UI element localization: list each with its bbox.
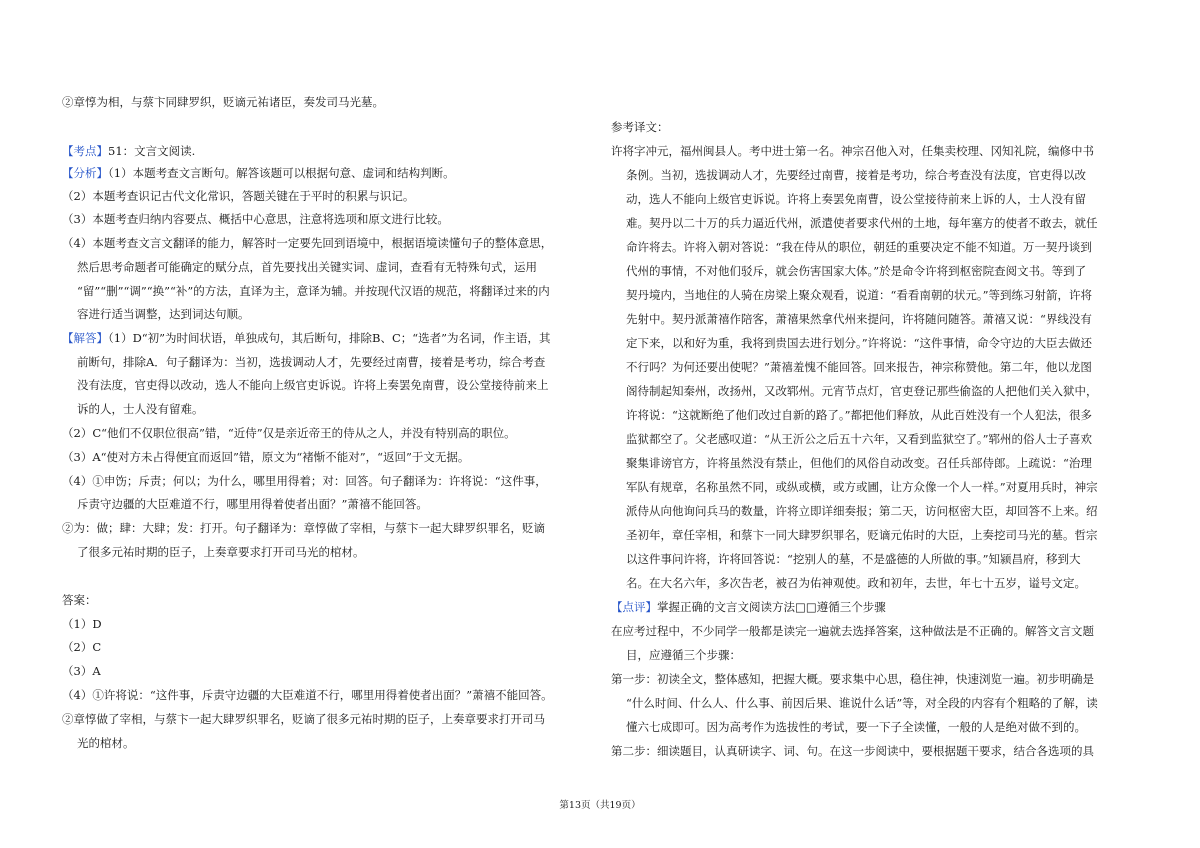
translation-line: 命许将去。许将入朝对答说：“我在侍从的职位，朝廷的重要决定不能不知道。万一契丹谈到 — [626, 240, 1092, 254]
fenxi-line-4a: （4）本题考查文言文翻译的能力，解答时一定要先回到语境中，根据语境读懂句子的整体意思， — [62, 236, 553, 250]
jieda-tag: 【解答】 — [62, 331, 108, 345]
kaodian-line — [62, 143, 195, 159]
translation-line: 派侍从向他询问兵马的数量，许将立即详细奏报；第二天，访问枢密大臣，却回答不上来。绍 — [626, 504, 1098, 518]
answer-title: 答案： — [62, 593, 97, 607]
fenxi-text-1: （1）本题考查文言断句。解答该题可以根据句意、虚词和结构判断。 — [108, 166, 455, 180]
fenxi-tag: 【分析】 — [62, 166, 108, 180]
dianping-line-3: 第一步：初读全文，整体感知，把握大概。要求集中心思，稳住神，快速浏览一遍。初步明确是 — [611, 672, 1094, 686]
jieda-line-4b: 斥责守边疆的大臣难道不行，哪里用得着使者出面？”萧禧不能回答。 — [77, 497, 428, 511]
translation-line: 代州的事情，不对他们驳斥，就会伤害国家大体。”於是命令许将到枢密院查阅文书。等到了 — [626, 264, 1087, 278]
jieda-line-4a: （4）①申饬；斥责；何以；为什么，哪里用得着；对：回答。句子翻译为：许将说：“这件事， — [62, 474, 547, 488]
jieda-line-1b: 前断句，排除A．句子翻译为：当初，选拔调动人才，先要经过南曹，接着是考功，综合考查 — [77, 355, 546, 369]
jieda-line-1c: 没有法度，官吏得以改动，选人不能向上级官吏诉说。许将上奏罢免南曹，设公堂接待前来上 — [77, 378, 549, 392]
dianping-line-6: 第二步：细读题目，认真研读字、词、句。在这一步阅读中，要根据题干要求，结合各选项的具 — [611, 744, 1094, 758]
translation-line: 监狱都空了。父老感叹道：“从王沂公之后五十六年，又看到监狱空了。”郓州的俗人士子喜欢 — [626, 432, 1093, 446]
translation-line: 聚集诽谤官方，许将虽然没有禁止，但他们的风俗自动改变。召任兵部侍郎。上疏说：“治理 — [626, 456, 1092, 470]
answer-1: （1）D — [62, 617, 102, 631]
translation-line: 不行吗？为何还要出使呢？”萧禧羞愧不能回答。回来报告，神宗称赞他。第二年，他以龙图 — [626, 360, 1092, 374]
translation-line: 圣初年，章任宰相，和蔡卞一同大肆罗织罪名，贬谪元佑时的大臣，上奏挖司马光的墓。哲宗 — [626, 528, 1098, 542]
kaodian-tag: 【考点】 — [62, 144, 108, 158]
translation-line: 难。契丹以二十万的兵力逼近代州，派遣使者要求代州的土地，每年塞方的使者不敢去，就任 — [626, 216, 1098, 230]
jieda-line-2: （2）C“他们不仅职位很高”错，“近侍”仅是亲近帝王的侍从之人，并没有特别高的职位。 — [62, 426, 516, 440]
translation-line: 许将字冲元，福州闽县人。考中进士第一名。神宗召他入对，任集卖校理、冈知礼院，编修中书 — [611, 144, 1094, 158]
dianping-line-4: “什么时间、什么人、什么事、前因后果、谁说什么话”等，对全段的内容有个粗略的了解，读 — [626, 696, 1098, 710]
answer-5b: 光的棺材。 — [77, 736, 135, 750]
dianping-line-5: 懂六七成即可。因为高考作为选拔性的考试，要一下子全读懂，一般的人是绝对做不到的。 — [626, 720, 1086, 734]
fenxi-line-1 — [62, 165, 455, 181]
dianping-tag: 【点评】 — [611, 600, 657, 614]
jieda-line-1a — [62, 330, 551, 346]
jieda-line-5b: 了很多元祐时期的臣子，上奏章要求打开司马光的棺材。 — [77, 545, 365, 559]
fenxi-line-3: （3）本题考查归纳内容要点、概括中心意思，注意将选项和原文进行比较。 — [62, 212, 449, 226]
answer-5a: ②章惇做了宰相，与蔡卞一起大肆罗织罪名，贬谪了很多元祐时期的臣子，上奏章要求打开司马 — [62, 712, 545, 726]
translation-line: 条例。当初，选拔调动人才，先要经过南曹，接着是考功，综合考查没有法度，官吏得以改 — [626, 168, 1086, 182]
intro-line: ②章惇为相，与蔡卞同肆罗织，贬谪元祐诸臣，奏发司马光墓。 — [62, 95, 384, 109]
translation-title: 参考译文： — [611, 120, 669, 134]
dianping-line-2: 目，应遵循三个步骤： — [626, 648, 741, 662]
translation-line: 定下来，以和好为重，我将到贵国去进行划分。”许将说：“这件事情，命令守边的大臣去做还 — [626, 336, 1093, 350]
dianping-text: 掌握正确的文言文阅读方法□□遵循三个步骤 — [657, 600, 886, 614]
jieda-text-1a: （1）D“初”为时间状语，单独成句，其后断句，排除B、C；“选者”为名词，作主语，其 — [108, 331, 551, 345]
translation-line: 名。在大名六年，多次告老，被召为佑神观使。政和初年，去世，年七十五岁，谥号文定。 — [626, 576, 1086, 590]
answer-2: （2）C — [62, 640, 102, 654]
jieda-line-1d: 诉的人，士人没有留难。 — [77, 402, 204, 416]
fenxi-line-4c: “留”“删”“调”“换”“补”的方法，直译为主，意译为辅。并按现代汉语的规范，将翻译过来的内 — [77, 284, 550, 298]
translation-line: 军队有规章，名称虽然不同，或纵或横，或方或圃，让方众像一个人一样。”对夏用兵时，神宗 — [626, 480, 1098, 494]
translation-line: 以这件事问许将，许将回答说：“挖别人的墓，不是盛德的人所做的事。”知颍昌府，移到大 — [626, 552, 1081, 566]
translation-line: 契丹境内，当地住的人骑在房梁上聚众观看，说道：“看看南朝的状元。”等到练习射箭，许将 — [626, 288, 1093, 302]
fenxi-line-2: （2）本题考查识记古代文化常识，答题关键在于平时的积累与识记。 — [62, 189, 415, 203]
answer-4: （4）①许将说：“这件事，斥责守边疆的大臣难道不行，哪里用得着使者出面？”萧禧不能回答。 — [62, 688, 553, 702]
jieda-line-3: （3）A“使对方未占得便宜而返回”错，原文为“褚惭不能对”，“返回”于文无据。 — [62, 450, 470, 464]
translation-line: 动，选人不能向上级官吏诉说。许将上奏罢免南曹，设公堂接待前来上诉的人，士人没有留 — [626, 192, 1086, 206]
translation-line: 先射中。契丹派萧禧作陪客，萧禧果然拿代州来提问，许将随问随答。萧禧又说：“界线没有 — [626, 312, 1092, 326]
dianping-line — [611, 599, 886, 615]
jieda-line-5a: ②为：做；肆：大肆；发：打开。句子翻译为：章惇做了宰相，与蔡卞一起大肆罗织罪名，贬谪 — [62, 521, 545, 535]
fenxi-line-4b: 然后思考命题者可能确定的赋分点，首先要找出关键实词、虚词，查看有无特殊句式，运用 — [77, 260, 537, 274]
kaodian-text: 51：文言文阅读. — [108, 144, 196, 158]
translation-line: 许将说：“这就断绝了他们改过自新的路了。”都把他们释放，从此百姓没有一个人犯法，很多 — [626, 408, 1093, 422]
translation-line: 阁待制起知秦州，改扬州，又改郓州。元宵节点灯，官吏登记那些偷盗的人把他们关入狱中， — [626, 384, 1098, 398]
page-number: 第13页（共19页） — [559, 800, 641, 811]
fenxi-line-4d: 容进行适当调整，达到词达句顺。 — [77, 307, 250, 321]
dianping-line-1: 在应考过程中，不少同学一般都是读完一遍就去选择答案，这种做法是不正确的。解答文言文题 — [611, 624, 1094, 638]
answer-3: （3）A — [62, 664, 101, 678]
